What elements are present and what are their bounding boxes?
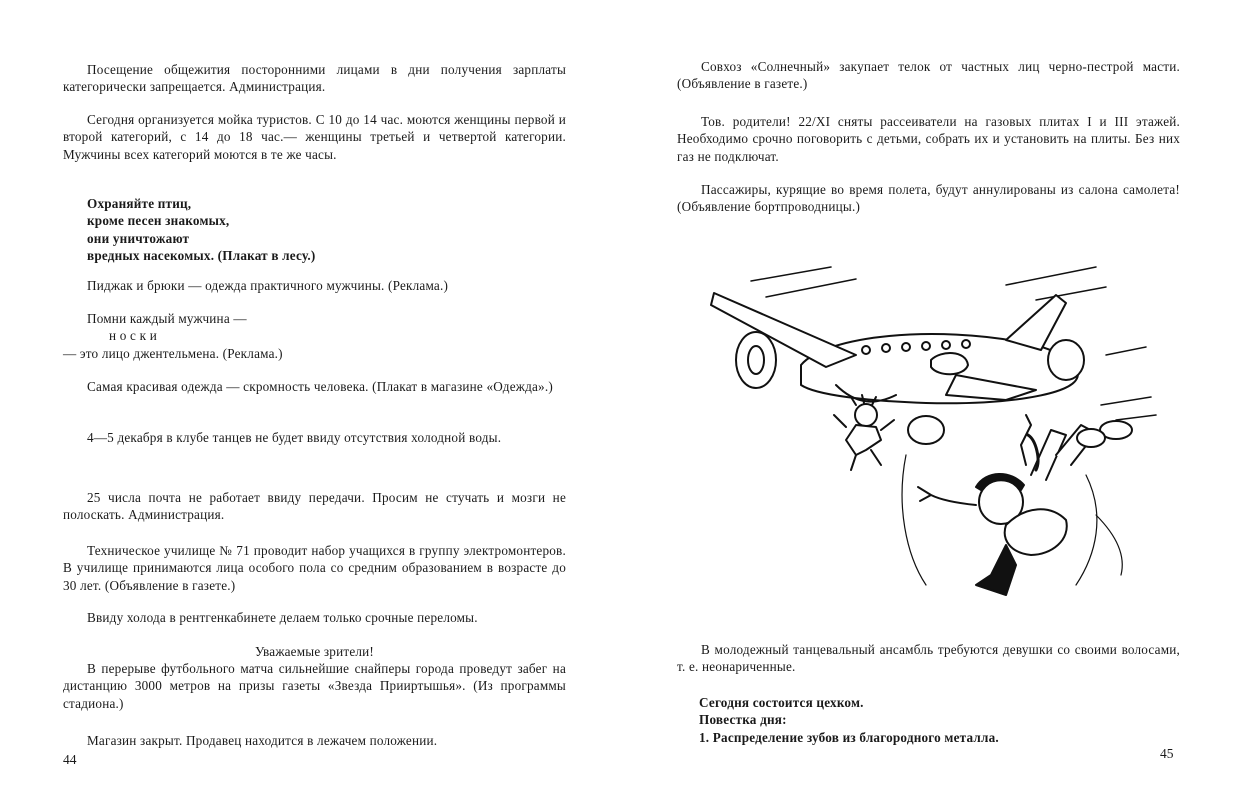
paragraph: Тов. родители! 22/XI сняты рассеиватели на газовых плитах I и III этажей. Необходимо срочно поговорить с детьми, собрать их и установить на плиты. Без них газ не подключат. xyxy=(677,114,1180,164)
cartoon-illustration xyxy=(706,255,1176,605)
page-number: 44 xyxy=(63,752,77,767)
paragraph: Магазин закрыт. Продавец находится в лежачем положении. xyxy=(87,733,438,748)
verse-line: кроме песен знакомых, xyxy=(87,213,230,229)
agenda-line: Сегодня состоится цехком. xyxy=(699,695,864,710)
paragraph: Посещение общежития посторонними лицами в дни получения зарплаты категорически запрещается. Администрация. xyxy=(63,62,566,95)
verse-line: Помни каждый мужчина — xyxy=(87,311,247,326)
paragraph: Самая красивая одежда — скромность человека. (Плакат в магазине «Одежда».) xyxy=(87,379,553,394)
poster-verse xyxy=(87,195,547,265)
paragraph: Сегодня организуется мойка туристов. С 10 до 14 час. моются женщины первой и второй категорий, с 14 до 18 час.— женщины третьей и четвертой категории. Мужчины всех категорий моются в те же часы. xyxy=(63,112,566,162)
paragraph: Пиджак и брюки — одежда практичного мужчины. (Реклама.) xyxy=(87,278,449,293)
paragraph: Совхоз «Солнечный» закупает телок от частных лиц черно-пестрой масти. (Объявление в газете.) xyxy=(677,59,1180,92)
paragraph: 25 числа почта не работает ввиду передачи. Просим не стучать и мозги не полоскать. Администрация. xyxy=(63,490,566,523)
paragraph: В перерыве футбольного матча сильнейшие снайперы города проведут забег на дистанцию 3000 метров на призы газеты «Звезда Прииртышья». (Из программы стадиона.) xyxy=(63,661,566,711)
agenda-line: Повестка дня: xyxy=(699,712,787,728)
falling-passenger-large xyxy=(918,415,1132,595)
airplane xyxy=(711,293,1084,444)
verse-line: вредных насекомых. (Плакат в лесу.) xyxy=(87,248,316,264)
meeting-agenda xyxy=(699,694,1179,746)
page-number: 45 xyxy=(1160,746,1174,761)
verse-line: Охраняйте птиц, xyxy=(87,196,192,211)
announcement-heading: Уважаемые зрители! xyxy=(254,644,375,659)
paragraph: Техническое училище № 71 проводит набор учащихся в группу электромонтеров. В училище принимаются лица особого пола со средним образованием в возрасте до 30 лет. (Объявление в газете.) xyxy=(63,543,566,593)
paragraph: Ввиду холода в рентгенкабинете делаем только срочные переломы. xyxy=(87,610,478,625)
paragraph: 4—5 декабря в клубе танцев не будет ввиду отсутствия холодной воды. xyxy=(87,430,502,445)
ad-verse xyxy=(63,310,566,362)
verse-line: они уничтожают xyxy=(87,230,190,246)
verse-line: н о с к и xyxy=(109,328,157,344)
verse-line: — это лицо джентельмена. (Реклама.) xyxy=(63,345,283,361)
right-page xyxy=(621,0,1242,811)
agenda-line: 1. Распределение зубов из благородного металла. xyxy=(699,729,999,745)
falling-passenger-small xyxy=(834,395,894,470)
paragraph: Пассажиры, курящие во время полета, будут аннулированы из салона самолета! (Объявление бортпроводницы.) xyxy=(677,182,1180,215)
paragraph: В молодежный танцевальный ансамбль требуются девушки со своими волосами, т. е. неонариченные. xyxy=(677,642,1180,675)
